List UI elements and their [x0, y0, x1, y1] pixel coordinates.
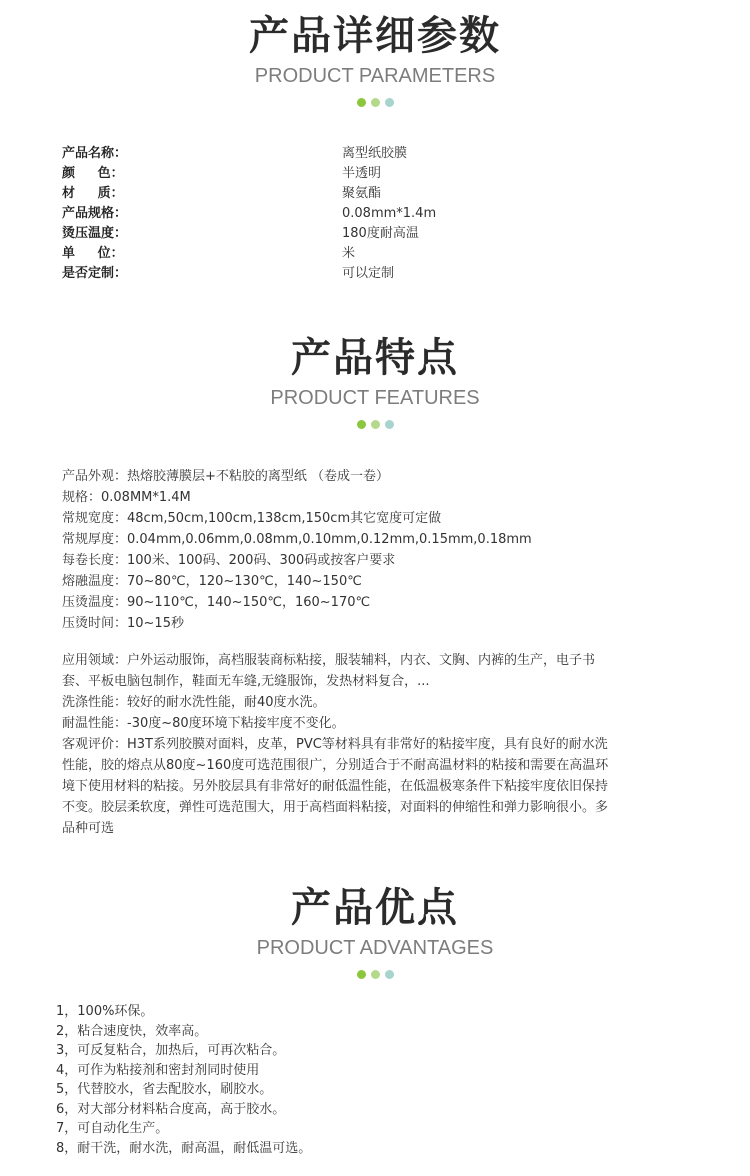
param-row [62, 204, 702, 224]
decorative-dots [0, 970, 750, 980]
spec-line: 压烫温度：90~110℃，140~150℃，160~170℃ [62, 595, 371, 610]
detail-line: 耐温性能：-30度~80度环境下粘接牢度不变化。 [62, 716, 345, 731]
detail-line: 应用领域：户外运动服饰，高档服装商标粘接，服装辅料，内衣、文胸、内裤的生产，电子书 [62, 653, 596, 668]
light-green-dot-icon [371, 420, 380, 429]
decorative-dots [0, 98, 750, 108]
params-section-header [0, 12, 750, 108]
advantage-item: 2，粘合速度快，效率高。 [56, 1023, 208, 1039]
detail-line: 套、平板电脑包制作，鞋面无车缝,无缝服饰，发热材料复合，... [62, 674, 430, 689]
green-dot-icon [357, 970, 366, 979]
param-value: 聚氨酯 [342, 186, 382, 201]
param-value: 180度耐高温 [342, 226, 419, 241]
detail-line: 性能，胶的熔点从80度~160度可选范围很广，分别适合于不耐高温材料的粘接和需要在高温环 [62, 758, 609, 773]
detail-line: 境下使用材料的粘接。另外胶层具有非常好的耐低温性能，在低温极寒条件下粘接牢度依旧保持 [62, 779, 609, 794]
light-green-dot-icon [371, 98, 380, 107]
params-table [62, 144, 702, 284]
detail-line: 洗涤性能：较好的耐水洗性能，耐40度水洗。 [62, 695, 326, 710]
detail-line: 品种可选 [62, 821, 115, 836]
features-specs [62, 466, 712, 634]
param-label: 烫压温度： [62, 226, 128, 241]
advantage-item: 3，可反复粘合，加热后，可再次粘合。 [56, 1043, 286, 1058]
param-row [62, 224, 702, 244]
params-title-en: PRODUCT PARAMETERS [254, 65, 496, 87]
spec-line: 产品外观：热熔胶薄膜层+不粘胶的离型纸 （卷成一卷） [62, 469, 390, 484]
detail-line: 不变。胶层柔软度，弹性可选范围大，用于高档面料粘接，对面料的伸缩性和弹力影响很小。多 [62, 800, 609, 815]
teal-dot-icon [385, 420, 394, 429]
param-row [62, 184, 702, 204]
param-row [62, 244, 702, 264]
param-row [62, 264, 702, 284]
spec-line: 规格：0.08MM*1.4M [62, 490, 191, 505]
advantage-item: 5，代替胶水，省去配胶水，刷胶水。 [56, 1082, 273, 1097]
params-title-zh: 产品详细参数 [249, 13, 501, 59]
param-label: 是否定制： [62, 266, 128, 281]
spec-line: 每卷长度：100米、100码、200码、300码或按客户要求 [62, 553, 396, 568]
param-row [62, 164, 702, 184]
advantages-title-en: PRODUCT ADVANTAGES [256, 937, 494, 959]
param-value: 可以定制 [342, 266, 395, 281]
light-green-dot-icon [371, 970, 380, 979]
advantages-title-zh: 产品优点 [291, 885, 459, 931]
advantage-item: 8，耐干洗，耐水洗，耐高温，耐低温可选。 [56, 1140, 312, 1156]
advantages-list [56, 1002, 706, 1158]
param-label: 产品规格： [62, 206, 128, 221]
features-title-en: PRODUCT FEATURES [270, 387, 480, 409]
param-value: 米 [342, 246, 356, 261]
advantages-section-header [0, 884, 750, 980]
advantage-item: 1，100%环保。 [56, 1004, 154, 1019]
param-value: 0.08mm*1.4m [342, 206, 437, 221]
advantage-item: 7，可自动化生产。 [56, 1121, 169, 1136]
teal-dot-icon [385, 98, 394, 107]
spec-line: 压烫时间：10~15秒 [62, 616, 184, 631]
param-label: 颜 色： [62, 166, 124, 181]
advantage-item: 6，对大部分材料粘合度高，高于胶水。 [56, 1101, 286, 1117]
param-label: 单 位： [62, 246, 124, 261]
spec-line: 常规厚度：0.04mm,0.06mm,0.08mm,0.10mm,0.12mm,0.15mm,0.18mm [62, 532, 532, 547]
features-section-header [0, 334, 750, 430]
features-title-zh: 产品特点 [291, 335, 459, 381]
param-label: 产品名称： [62, 146, 128, 161]
param-row [62, 144, 702, 164]
param-value: 半透明 [342, 166, 382, 181]
green-dot-icon [357, 98, 366, 107]
features-details [62, 650, 712, 839]
detail-line: 客观评价：H3T系列胶膜对面料，皮革，PVC等材料具有非常好的粘接牢度，具有良好的耐水洗 [62, 737, 608, 752]
param-label: 材 质： [62, 186, 124, 201]
teal-dot-icon [385, 970, 394, 979]
advantage-item: 4，可作为粘接剂和密封剂同时使用 [56, 1062, 260, 1078]
spec-line: 常规宽度：48cm,50cm,100cm,138cm,150cm其它宽度可定做 [62, 511, 442, 526]
green-dot-icon [357, 420, 366, 429]
spec-line: 熔融温度：70~80℃，120~130℃，140~150℃ [62, 574, 362, 589]
param-value: 离型纸胶膜 [342, 146, 408, 161]
decorative-dots [0, 420, 750, 430]
